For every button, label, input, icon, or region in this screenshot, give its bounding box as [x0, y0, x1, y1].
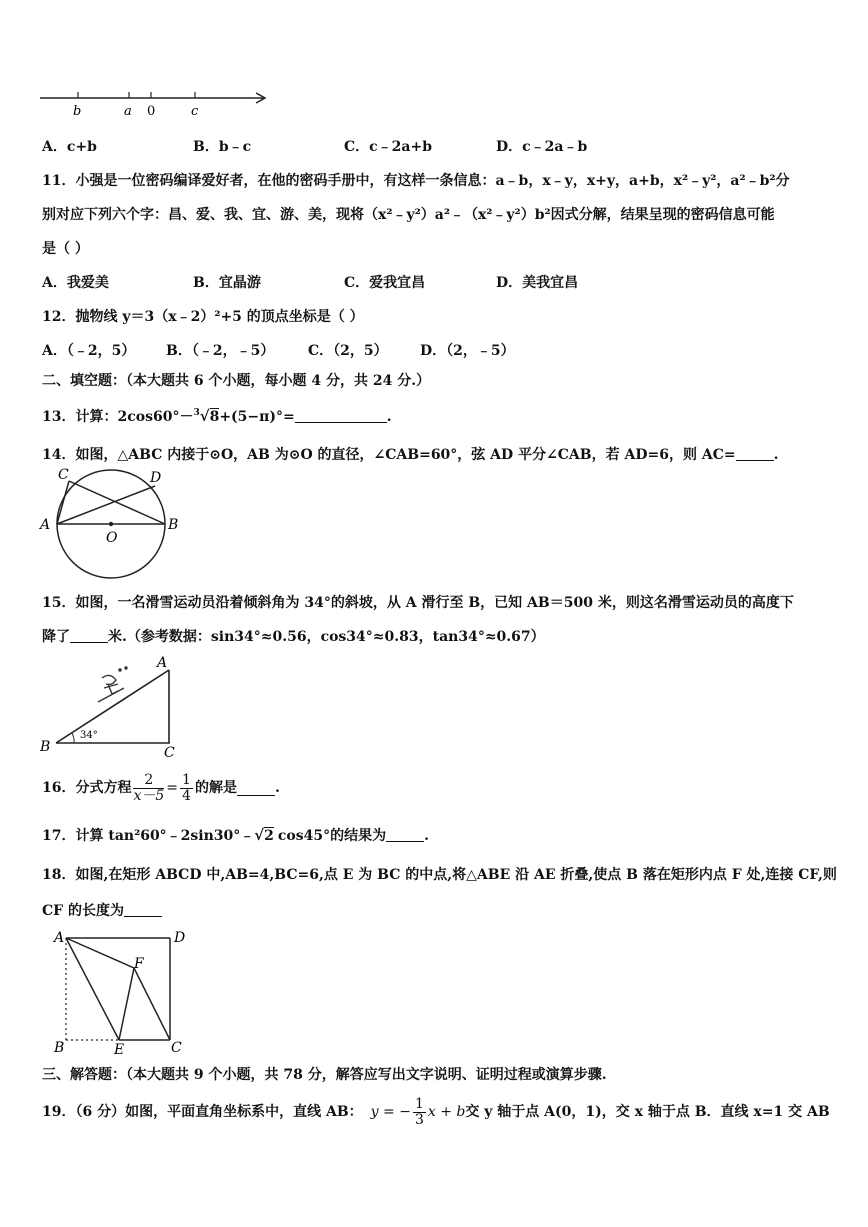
q18-label-c: C	[171, 1040, 182, 1056]
q17-answer-blank	[386, 827, 424, 842]
q16-question	[42, 768, 280, 808]
q17-suffix: cos45°的结果为	[277, 828, 387, 844]
q12-option-c: C．（2，5）	[308, 343, 388, 359]
q10-option-a: A．c+b	[42, 139, 97, 155]
q16-prefix: 16．分式方程	[42, 780, 132, 796]
q19-rhs: x + b	[427, 1104, 466, 1120]
numberline-label-a: a	[124, 104, 132, 119]
q11-line-2: 别对应下列六个字：昌、爱、我、宜、游、美，现将（x²﹣y²）a²﹣（x²﹣y²）b²因式分解，结果呈现的密码信息可能	[42, 207, 775, 223]
section-2-heading: 二、填空题：（本大题共 6 个小题，每小题 4 分，共 24 分.）	[42, 373, 431, 389]
q13-prefix: 13．计算：2cos60°－	[42, 409, 194, 425]
q16-suffix: 的解是	[194, 780, 237, 796]
q12-option-a: A．（﹣2，5）	[42, 343, 136, 359]
q19-frac-denominator: 3	[414, 1111, 424, 1128]
q14-label-b: B	[168, 517, 179, 533]
q18-label-b: B	[54, 1040, 65, 1056]
q16-end: .	[274, 780, 280, 796]
q14-label-c: C	[58, 467, 69, 483]
q14-question	[42, 446, 778, 464]
q14-label-o: O	[106, 530, 118, 546]
q17-question: 17．计算 tan²60°﹣2sin30°﹣√2 cos45°的结果为 .	[42, 826, 430, 844]
q15-slope-figure	[38, 655, 188, 761]
q15-line-2-prefix: 降了	[42, 629, 70, 645]
q14-label-a: A	[40, 517, 51, 533]
numberline-label-0: 0	[147, 104, 156, 119]
q16-frac2-numerator: 1	[182, 771, 191, 788]
q18-line-2	[42, 902, 162, 920]
q19-fraction	[413, 1097, 426, 1128]
q15-answer-blank	[70, 628, 108, 643]
q16-frac1-numerator: 2	[133, 773, 164, 789]
q12-option-d: D．（2，﹣5）	[420, 343, 515, 359]
q15-line-2-suffix: 米.（参考数据：sin34°≈0.56，cos34°≈0.83，tan34°≈0.67）	[108, 629, 545, 645]
q18-label-e: E	[114, 1042, 125, 1058]
q12-question: 12．抛物线 y＝3（x﹣2）²+5 的顶点坐标是（ ）	[42, 309, 364, 325]
q19-prefix: 19．（6 分）如图，平面直角坐标系中，直线 AB：	[42, 1104, 363, 1120]
q18-label-f: F	[134, 956, 144, 972]
q16-equals: =	[166, 780, 179, 796]
q18-label-a: A	[54, 930, 65, 946]
q15-label-c: C	[164, 745, 175, 761]
q11-line-1: 11．小强是一位密码编译爱好者，在他的密码手册中，有这样一条信息：a﹣b，x﹣y，x+y，a+b，x²﹣y²，a²﹣b²分	[42, 173, 790, 189]
q17-end: .	[424, 828, 430, 844]
q13-question: 13．计算：2cos60°－$^3$√8+(5−π)°= .	[42, 407, 392, 425]
q16-frac1-denominator: x－5	[133, 787, 165, 804]
number-line-figure	[38, 88, 278, 118]
q15-label-b: B	[40, 739, 51, 755]
q17-prefix: 17．计算 tan²60°﹣2sin30°﹣	[42, 828, 255, 844]
q14-text: 14．如图，△ABC 内接于⊙O，AB 为⊙O 的直径，∠CAB=60°，弦 AD 平分∠CAB，若 AD=6，则 AC=	[42, 447, 736, 463]
q11-line-3: 是（ ）	[42, 241, 89, 257]
q13-suffix: +(5−π)°=	[219, 409, 295, 425]
q12-option-b: B．（﹣2，﹣5）	[166, 343, 275, 359]
q16-frac2-denominator: 4	[182, 787, 191, 804]
q14-label-d: D	[150, 470, 162, 486]
q13-radicand: 8	[209, 409, 220, 425]
q11-option-d: D．美我宜昌	[496, 275, 579, 291]
q10-option-b: B．b﹣c	[193, 139, 252, 155]
q14-answer-blank	[736, 446, 774, 461]
q18-label-d: D	[174, 930, 186, 946]
q18-rectangle-figure	[52, 926, 202, 1056]
q15-label-a: A	[157, 655, 168, 671]
q15-line-1: 15．如图，一名滑雪运动员沿着倾斜角为 34°的斜坡，从 A 滑行至 B，已知 AB＝500 米，则这名滑雪运动员的高度下	[42, 595, 794, 611]
q13-radical-index: 3	[193, 408, 200, 418]
skier-icon	[98, 667, 127, 702]
q16-answer-blank	[237, 781, 275, 796]
q19-question	[42, 1092, 830, 1132]
q19-suffix: 交 y 轴于点 A(0，1)，交 x 轴于点 B．直线 x=1 交 AB	[465, 1104, 830, 1120]
q19-frac-numerator: 1	[414, 1095, 424, 1112]
section-3-heading: 三、解答题：（本大题共 9 个小题，共 78 分，解答应写出文字说明、证明过程或演算步骤.	[42, 1067, 607, 1083]
q10-option-c: C．c﹣2a+b	[344, 139, 432, 155]
q11-option-a: A．我爱美	[42, 275, 109, 291]
q13-end: .	[386, 409, 392, 425]
q18-line-1: 18．如图,在矩形 ABCD 中,AB=4,BC=6,点 E 为 BC 的中点,将△ABE 沿 AE 折叠,使点 B 落在矩形内点 F 处,连接 CF,则	[42, 867, 837, 883]
q14-end: .	[773, 447, 779, 463]
q17-radicand: 2	[264, 828, 274, 844]
q14-circle-figure	[38, 464, 188, 579]
q10-option-d: D．c﹣2a﹣b	[496, 139, 588, 155]
numberline-label-b: b	[73, 104, 82, 119]
q11-option-b: B．宜晶游	[193, 275, 261, 291]
q18-answer-blank	[124, 902, 162, 917]
q15-label-angle: 34°	[80, 730, 98, 741]
q16-fraction-right	[180, 773, 193, 804]
q19-lhs: y = −	[370, 1104, 411, 1120]
q18-line-2-text: CF 的长度为	[42, 903, 124, 919]
q15-line-2	[42, 628, 545, 646]
q11-option-c: C．爱我宜昌	[344, 275, 426, 291]
q16-fraction-left	[133, 773, 164, 804]
numberline-label-c: c	[191, 104, 199, 119]
q13-answer-blank	[295, 408, 387, 423]
